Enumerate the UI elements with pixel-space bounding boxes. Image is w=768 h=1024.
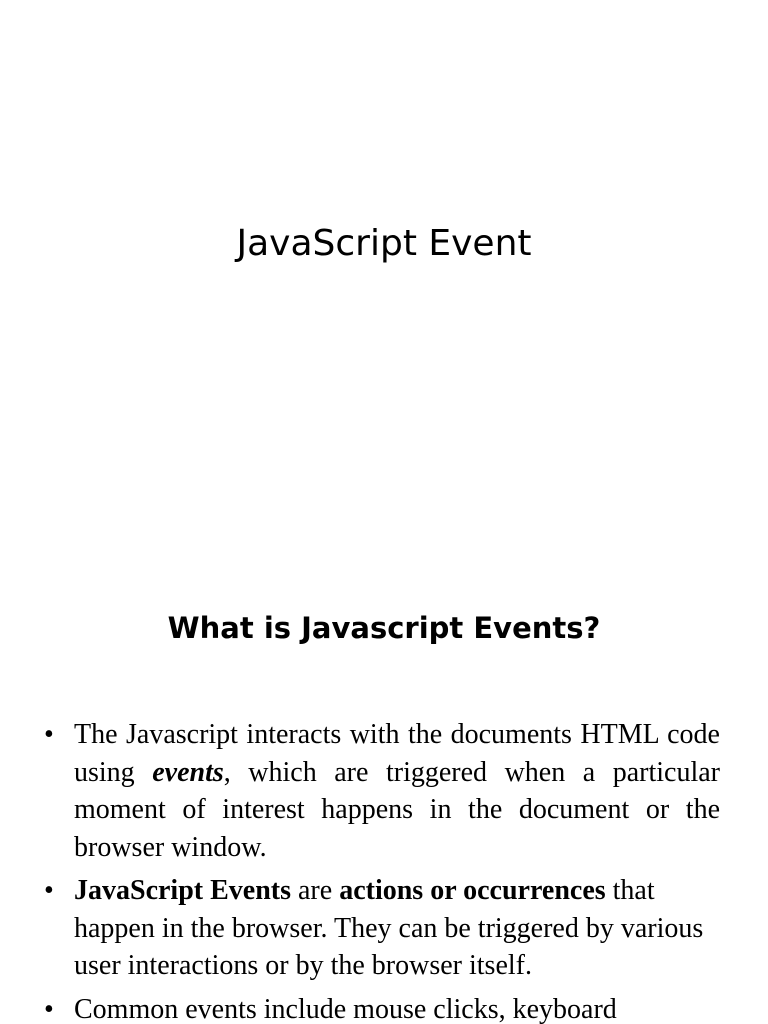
emphasis-events: events <box>152 756 224 788</box>
bullet-text: , which are triggered when a particular moment of interest happens in the document or the browser window. <box>74 756 720 863</box>
bullet-icon: • <box>44 719 54 750</box>
section-heading: What is Javascript Events? <box>167 611 601 645</box>
bullet-item-common-events <box>40 991 720 1024</box>
bullet-text: Common events include mouse clicks, keyboard <box>74 993 617 1024</box>
slide-title: JavaScript Event <box>236 223 532 264</box>
bullet-text: The Javascript interacts with the documents HTML code using <box>74 719 720 788</box>
bold-term-javascript-events: JavaScript Events <box>74 875 291 906</box>
bold-term-actions: actions or occurrences <box>339 875 606 906</box>
bullet-text: that happen in the browser. They can be triggered by various user interactions or by the browser itself. <box>74 875 704 981</box>
bullet-icon: • <box>44 875 54 906</box>
bullet-icon: • <box>44 993 54 1024</box>
bullet-item-events-definition <box>40 716 720 866</box>
bullet-item-events-actions <box>40 872 720 985</box>
bullet-text: are <box>291 875 340 906</box>
bullet-list <box>40 716 720 1024</box>
